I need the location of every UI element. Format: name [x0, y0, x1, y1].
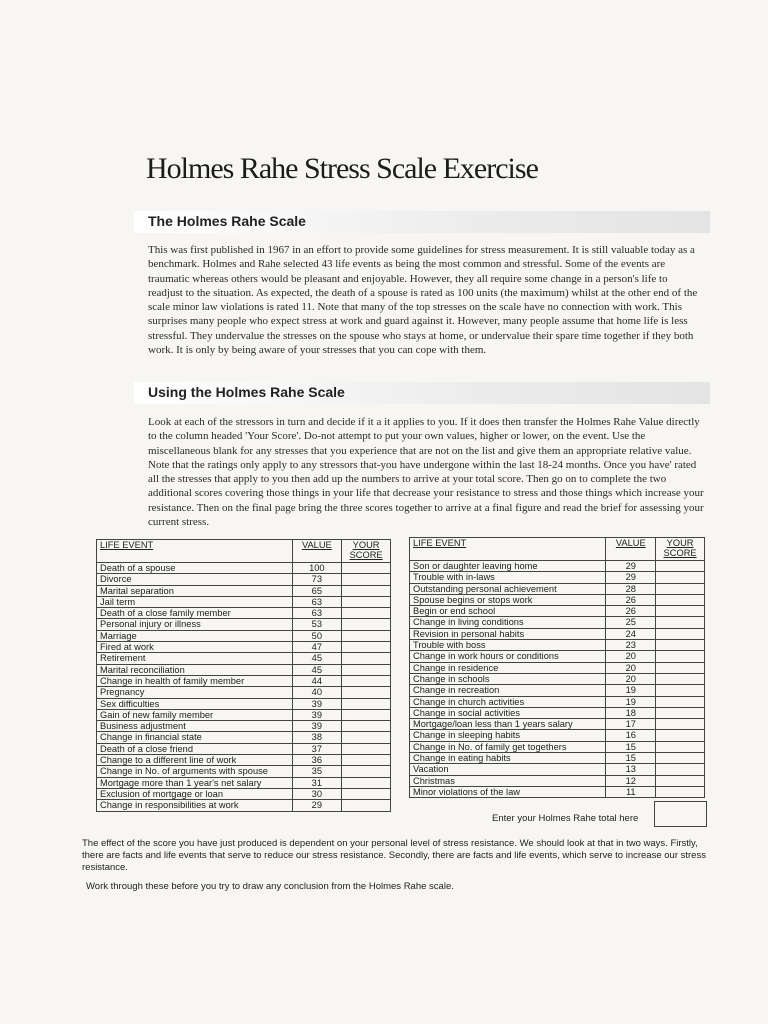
your-score-cell[interactable] — [342, 709, 391, 720]
table-row — [97, 743, 391, 754]
value-cell: 53 — [292, 619, 342, 630]
your-score-cell[interactable] — [342, 732, 391, 743]
table-row — [410, 786, 705, 797]
life-event-cell: Personal injury or illness — [97, 619, 293, 630]
value-cell: 73 — [292, 574, 342, 585]
life-event-cell: Death of a close family member — [97, 608, 293, 619]
life-event-cell: Trouble with in-laws — [410, 572, 606, 583]
life-event-cell: Mortgage/loan less than 1 years salary — [410, 719, 606, 730]
life-event-cell: Marital separation — [97, 585, 293, 596]
value-cell: 36 — [292, 755, 342, 766]
life-events-table-right — [409, 537, 705, 798]
value-cell: 30 — [292, 788, 342, 799]
table-row — [410, 741, 705, 752]
your-score-cell[interactable] — [342, 585, 391, 596]
value-cell: 17 — [606, 719, 656, 730]
your-score-cell[interactable] — [656, 685, 705, 696]
your-score-cell[interactable] — [656, 673, 705, 684]
value-cell: 20 — [606, 651, 656, 662]
your-score-cell[interactable] — [656, 775, 705, 786]
value-cell: 38 — [292, 732, 342, 743]
value-cell: 63 — [292, 608, 342, 619]
table-row — [410, 696, 705, 707]
section-heading-holmes-rahe-scale — [134, 211, 710, 233]
table-row — [410, 594, 705, 605]
table-row — [97, 709, 391, 720]
table-row — [97, 642, 391, 653]
page-title: Holmes Rahe Stress Scale Exercise — [146, 152, 538, 185]
life-event-cell: Change in health of family member — [97, 675, 293, 686]
column-header-value: VALUE — [606, 538, 656, 561]
life-event-cell: Son or daughter leaving home — [410, 561, 606, 572]
value-cell: 23 — [606, 640, 656, 651]
value-cell: 44 — [292, 675, 342, 686]
table-row — [410, 764, 705, 775]
life-event-cell: Change in sleeping habits — [410, 730, 606, 741]
value-cell: 65 — [292, 585, 342, 596]
your-score-cell[interactable] — [342, 664, 391, 675]
table-row — [97, 766, 391, 777]
table-row — [410, 651, 705, 662]
your-score-cell[interactable] — [342, 777, 391, 788]
your-score-cell[interactable] — [342, 608, 391, 619]
life-event-cell: Change in eating habits — [410, 753, 606, 764]
your-score-cell[interactable] — [656, 719, 705, 730]
table-row — [97, 777, 391, 788]
life-event-cell: Change in No. of family get togethers — [410, 741, 606, 752]
life-event-cell: Mortgage more than 1 year's net salary — [97, 777, 293, 788]
life-event-cell: Business adjustment — [97, 721, 293, 732]
table-row — [410, 572, 705, 583]
table-row — [97, 800, 391, 811]
table-row — [410, 583, 705, 594]
footer-paragraph-stress-resistance: The effect of the score you have just produced is dependent on your personal level of stress resistance. We should look at that in two ways. Firstly, there are facts and life events that serve to reduce our stress resistance. Secondly, there are facts and life events, which serve to increase our stress resistance. — [82, 838, 706, 873]
value-cell: 20 — [606, 673, 656, 684]
life-event-cell: Outstanding personal achievement — [410, 583, 606, 594]
value-cell: 29 — [606, 572, 656, 583]
value-cell: 19 — [606, 696, 656, 707]
life-event-cell: Change in responsibilities at work — [97, 800, 293, 811]
value-cell: 28 — [606, 583, 656, 594]
your-score-cell[interactable] — [656, 617, 705, 628]
table-row — [97, 585, 391, 596]
life-event-cell: Minor violations of the law — [410, 786, 606, 797]
value-cell: 50 — [292, 630, 342, 641]
your-score-cell[interactable] — [656, 583, 705, 594]
value-cell: 19 — [606, 685, 656, 696]
your-score-cell[interactable] — [342, 630, 391, 641]
your-score-cell[interactable] — [656, 786, 705, 797]
your-score-cell[interactable] — [656, 707, 705, 718]
life-event-cell: Marriage — [97, 630, 293, 641]
value-cell: 29 — [292, 800, 342, 811]
table-row — [97, 755, 391, 766]
your-score-cell[interactable] — [656, 730, 705, 741]
table-row — [97, 619, 391, 630]
life-event-cell: Change in schools — [410, 673, 606, 684]
value-cell: 25 — [606, 617, 656, 628]
value-cell: 45 — [292, 664, 342, 675]
life-event-cell: Jail term — [97, 596, 293, 607]
section-heading-using-scale — [134, 382, 710, 404]
your-score-cell[interactable] — [342, 721, 391, 732]
your-score-cell[interactable] — [342, 563, 391, 574]
value-cell: 11 — [606, 786, 656, 797]
value-cell: 39 — [292, 721, 342, 732]
life-event-cell: Sex difficulties — [97, 698, 293, 709]
total-score-input[interactable] — [654, 801, 707, 827]
table-row — [97, 630, 391, 641]
table-row — [410, 719, 705, 730]
life-event-cell: Fired at work — [97, 642, 293, 653]
table-row — [410, 662, 705, 673]
value-cell: 26 — [606, 606, 656, 617]
life-event-cell: Change in work hours or conditions — [410, 651, 606, 662]
table-row — [410, 628, 705, 639]
value-cell: 18 — [606, 707, 656, 718]
table-row — [410, 617, 705, 628]
value-cell: 29 — [606, 561, 656, 572]
life-event-cell: Change in recreation — [410, 685, 606, 696]
value-cell: 16 — [606, 730, 656, 741]
life-event-cell: Death of a spouse — [97, 563, 293, 574]
life-event-cell: Change to a different line of work — [97, 755, 293, 766]
value-cell: 20 — [606, 662, 656, 673]
table-row — [410, 561, 705, 572]
life-events-table-left — [96, 539, 391, 812]
table-row — [410, 775, 705, 786]
your-score-cell[interactable] — [656, 640, 705, 651]
your-score-cell[interactable] — [342, 743, 391, 754]
your-score-cell[interactable] — [342, 698, 391, 709]
value-cell: 39 — [292, 709, 342, 720]
section-heading-text: The Holmes Rahe Scale — [148, 213, 306, 229]
footer-paragraph-work-through: Work through these before you try to draw any conclusion from the Holmes Rahe scale. — [86, 881, 454, 892]
life-event-cell: Trouble with boss — [410, 640, 606, 651]
life-event-cell: Vacation — [410, 764, 606, 775]
table-row — [97, 596, 391, 607]
life-event-cell: Spouse begins or stops work — [410, 594, 606, 605]
life-event-cell: Change in No. of arguments with spouse — [97, 766, 293, 777]
life-event-cell: Begin or end school — [410, 606, 606, 617]
table-row — [97, 732, 391, 743]
table-row — [410, 730, 705, 741]
table-row — [97, 574, 391, 585]
table-row — [97, 653, 391, 664]
your-score-cell[interactable] — [656, 662, 705, 673]
column-header-life-event: LIFE EVENT — [410, 538, 606, 561]
life-event-cell: Change in church activities — [410, 696, 606, 707]
your-score-cell[interactable] — [656, 753, 705, 764]
life-event-cell: Revision in personal habits — [410, 628, 606, 639]
your-score-cell[interactable] — [656, 764, 705, 775]
table-row — [97, 721, 391, 732]
table-row — [410, 606, 705, 617]
value-cell: 15 — [606, 753, 656, 764]
your-score-cell[interactable] — [656, 594, 705, 605]
table-row — [97, 608, 391, 619]
table-row — [410, 707, 705, 718]
table-row — [410, 685, 705, 696]
your-score-cell[interactable] — [342, 800, 391, 811]
value-cell: 40 — [292, 687, 342, 698]
value-cell: 35 — [292, 766, 342, 777]
your-score-cell[interactable] — [656, 561, 705, 572]
life-event-cell: Change in living conditions — [410, 617, 606, 628]
table-row — [97, 664, 391, 675]
your-score-cell[interactable] — [342, 574, 391, 585]
life-event-cell: Divorce — [97, 574, 293, 585]
your-score-cell[interactable] — [342, 653, 391, 664]
value-cell: 45 — [292, 653, 342, 664]
your-score-cell[interactable] — [656, 651, 705, 662]
value-cell: 15 — [606, 741, 656, 752]
value-cell: 13 — [606, 764, 656, 775]
your-score-cell[interactable] — [342, 755, 391, 766]
your-score-cell[interactable] — [656, 572, 705, 583]
value-cell: 31 — [292, 777, 342, 788]
your-score-cell[interactable] — [342, 687, 391, 698]
value-cell: 24 — [606, 628, 656, 639]
value-cell: 26 — [606, 594, 656, 605]
table-row — [410, 673, 705, 684]
table-row — [97, 687, 391, 698]
your-score-cell[interactable] — [342, 766, 391, 777]
life-event-cell: Gain of new family member — [97, 709, 293, 720]
intro-paragraph: This was first published in 1967 in an effort to provide some guidelines for stress measurement. It is still valuable today as a benchmark. Holmes and Rahe selected 43 life events as being the most common and stressful. Some of the events are traumatic whereas others would be pleasant and enjoyable. However, they all require some change in a person's life to readjust to the situation. As expected, the death of a spouse is rated as 100 units (the maximum) whilst at the other end of the scale minor law violations is rated 11. Note that many of the top stresses on the scale have no connection with work. This surprises many people who expect stress at work and guard against it. However, many people assume that home life is less stressful. They undervalue the stresses on the spouse who stays at home, or undervalue their spare time together if they both work. It is only by being aware of your stresses that you can cope with them. — [148, 244, 698, 357]
section-heading-text: Using the Holmes Rahe Scale — [148, 384, 345, 400]
table-row — [97, 788, 391, 799]
life-event-cell: Retirement — [97, 653, 293, 664]
table-row — [410, 640, 705, 651]
your-score-cell[interactable] — [342, 675, 391, 686]
value-cell: 63 — [292, 596, 342, 607]
life-event-cell: Christmas — [410, 775, 606, 786]
total-label: Enter your Holmes Rahe total here — [492, 813, 639, 824]
value-cell: 47 — [292, 642, 342, 653]
your-score-cell[interactable] — [656, 628, 705, 639]
your-score-cell[interactable] — [342, 642, 391, 653]
instructions-paragraph: Look at each of the stressors in turn and decide if it a it applies to you. If it does then transfer the Holmes Rahe Value directly to the column headed 'Your Score'. Do-not attempt to put your own values, higher or lower, on the event. Use the miscellaneous blank for any stresses that you experience that are not on the list and give them an appropriate relative value. Note that the ratings only apply to any stressors that-you have undergone within the last 18-24 months. Once you have' rated all the stresses that apply to you then add up the numbers to arrive at your total score. Then go on to complete the two additional scores covering those things in your life that decrease your resistance to stress and those things which increase your resistance. Then on the final page bring the three scores together to arrive at a final figure and read the brief for assessing your current stress. — [148, 416, 704, 529]
your-score-cell[interactable] — [656, 741, 705, 752]
your-score-cell[interactable] — [342, 596, 391, 607]
life-event-cell: Marital reconciliation — [97, 664, 293, 675]
life-event-cell: Change in residence — [410, 662, 606, 673]
life-event-cell: Exclusion of mortgage or loan — [97, 788, 293, 799]
table-row — [410, 753, 705, 764]
value-cell: 39 — [292, 698, 342, 709]
table-row — [97, 675, 391, 686]
life-event-cell: Change in social activities — [410, 707, 606, 718]
column-header-value: VALUE — [292, 540, 342, 563]
table-row — [97, 698, 391, 709]
column-header-your-score: YOUR SCORE — [342, 540, 391, 563]
life-event-cell: Change in financial state — [97, 732, 293, 743]
value-cell: 100 — [292, 563, 342, 574]
column-header-your-score: YOUR SCORE — [656, 538, 705, 561]
life-event-cell: Pregnancy — [97, 687, 293, 698]
your-score-cell[interactable] — [342, 788, 391, 799]
table-row — [97, 563, 391, 574]
your-score-cell[interactable] — [342, 619, 391, 630]
column-header-life-event: LIFE EVENT — [97, 540, 293, 563]
life-event-cell: Death of a close friend — [97, 743, 293, 754]
your-score-cell[interactable] — [656, 606, 705, 617]
value-cell: 12 — [606, 775, 656, 786]
value-cell: 37 — [292, 743, 342, 754]
your-score-cell[interactable] — [656, 696, 705, 707]
